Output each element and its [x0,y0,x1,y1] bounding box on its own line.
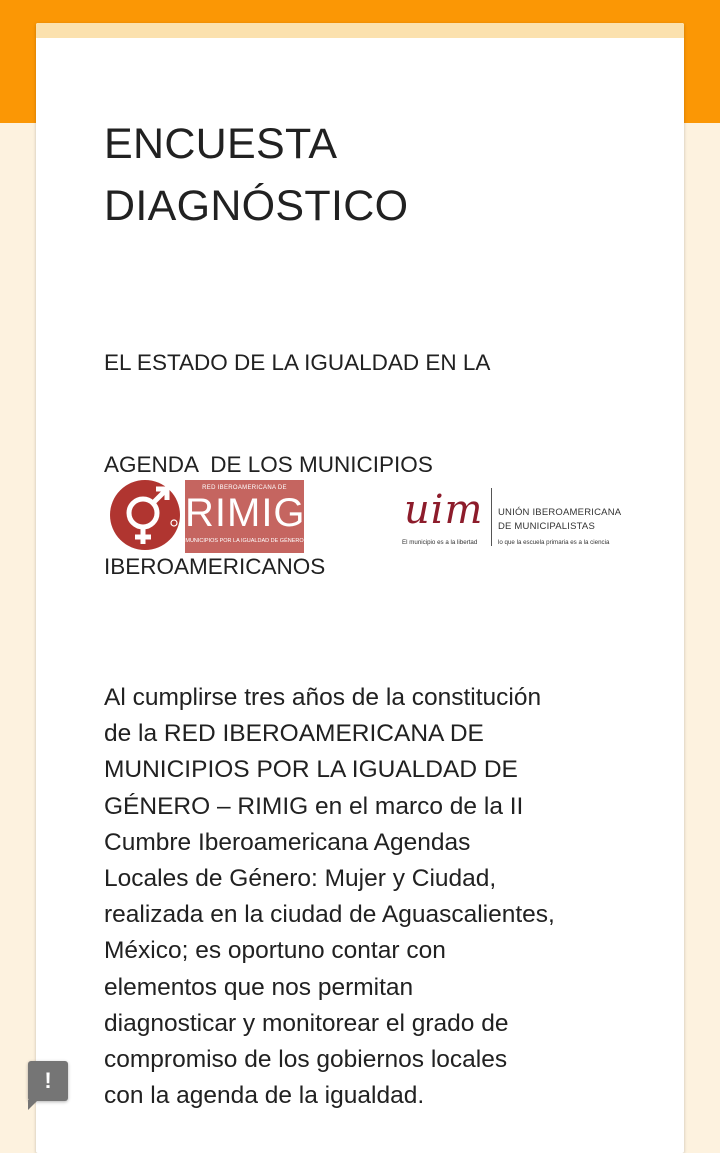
form-description-line: diagnosticar y monitorear el grado de [104,1009,509,1037]
form-description-line: Al cumplirse tres años de la constitución [104,684,542,711]
uim-name [498,506,621,534]
form-header-card [36,23,684,1153]
form-description-line: elementos que nos permitan [104,973,414,1001]
form-title-line: DIAGNÓSTICO [104,182,409,230]
uim-tagline-right: lo que la escuela primaria es a la ciencia [498,539,610,546]
form-title [104,113,624,237]
rimig-name-box [185,480,304,553]
form-title-line: ENCUESTA [104,120,338,168]
form-description-line: GÉNERO – RIMIG en el marco de la II [104,792,524,820]
form-description-line: realizada en la ciudad de Aguascalientes, [104,901,555,929]
gender-symbol-icon [110,480,180,550]
uim-tagline-left: El municipio es a la libertad [402,539,478,546]
rimig-logo [108,478,308,558]
form-description-line: México; es oportuno contar con [104,937,446,965]
exclamation-icon: ! [44,1068,52,1093]
form-description-line: con la agenda de la igualdad. [104,1082,425,1110]
form-description-line: compromiso de los gobiernos locales [104,1046,508,1074]
report-abuse-button[interactable] [28,1061,68,1101]
card-accent-bar [36,23,684,38]
form-description-line: MUNICIPIOS POR LA IGUALDAD DE [104,756,518,784]
rimig-bottom-text: MUNICIPIOS POR LA IGUALDAD DE GÉNERO [185,538,304,544]
form-description-line: Cumbre Iberoamericana Agendas [104,828,471,856]
form-description [104,680,644,1114]
rimig-name: RIMIG [185,491,306,535]
form-subtitle-line: AGENDA DE LOS MUNICIPIOS [104,452,433,477]
rimig-top-text: RED IBEROAMERICANA DE [202,485,287,491]
form-description-line: Locales de Género: Mujer y Ciudad, [104,865,497,893]
form-subtitle [104,278,624,652]
uim-logo [398,478,628,558]
uim-mark: uim [404,487,484,533]
rimig-emblem-circle [110,480,180,550]
uim-divider [491,488,492,546]
form-subtitle-line: IBEROAMERICANOS [104,554,326,579]
form-description-line: de la RED IBEROAMERICANA DE [104,720,484,748]
uim-name-line: DE MUNICIPALISTAS [498,521,596,532]
uim-name-line: UNIÓN IBEROAMERICANA [498,507,622,518]
form-subtitle-line: EL ESTADO DE LA IGUALDAD EN LA [104,350,491,375]
